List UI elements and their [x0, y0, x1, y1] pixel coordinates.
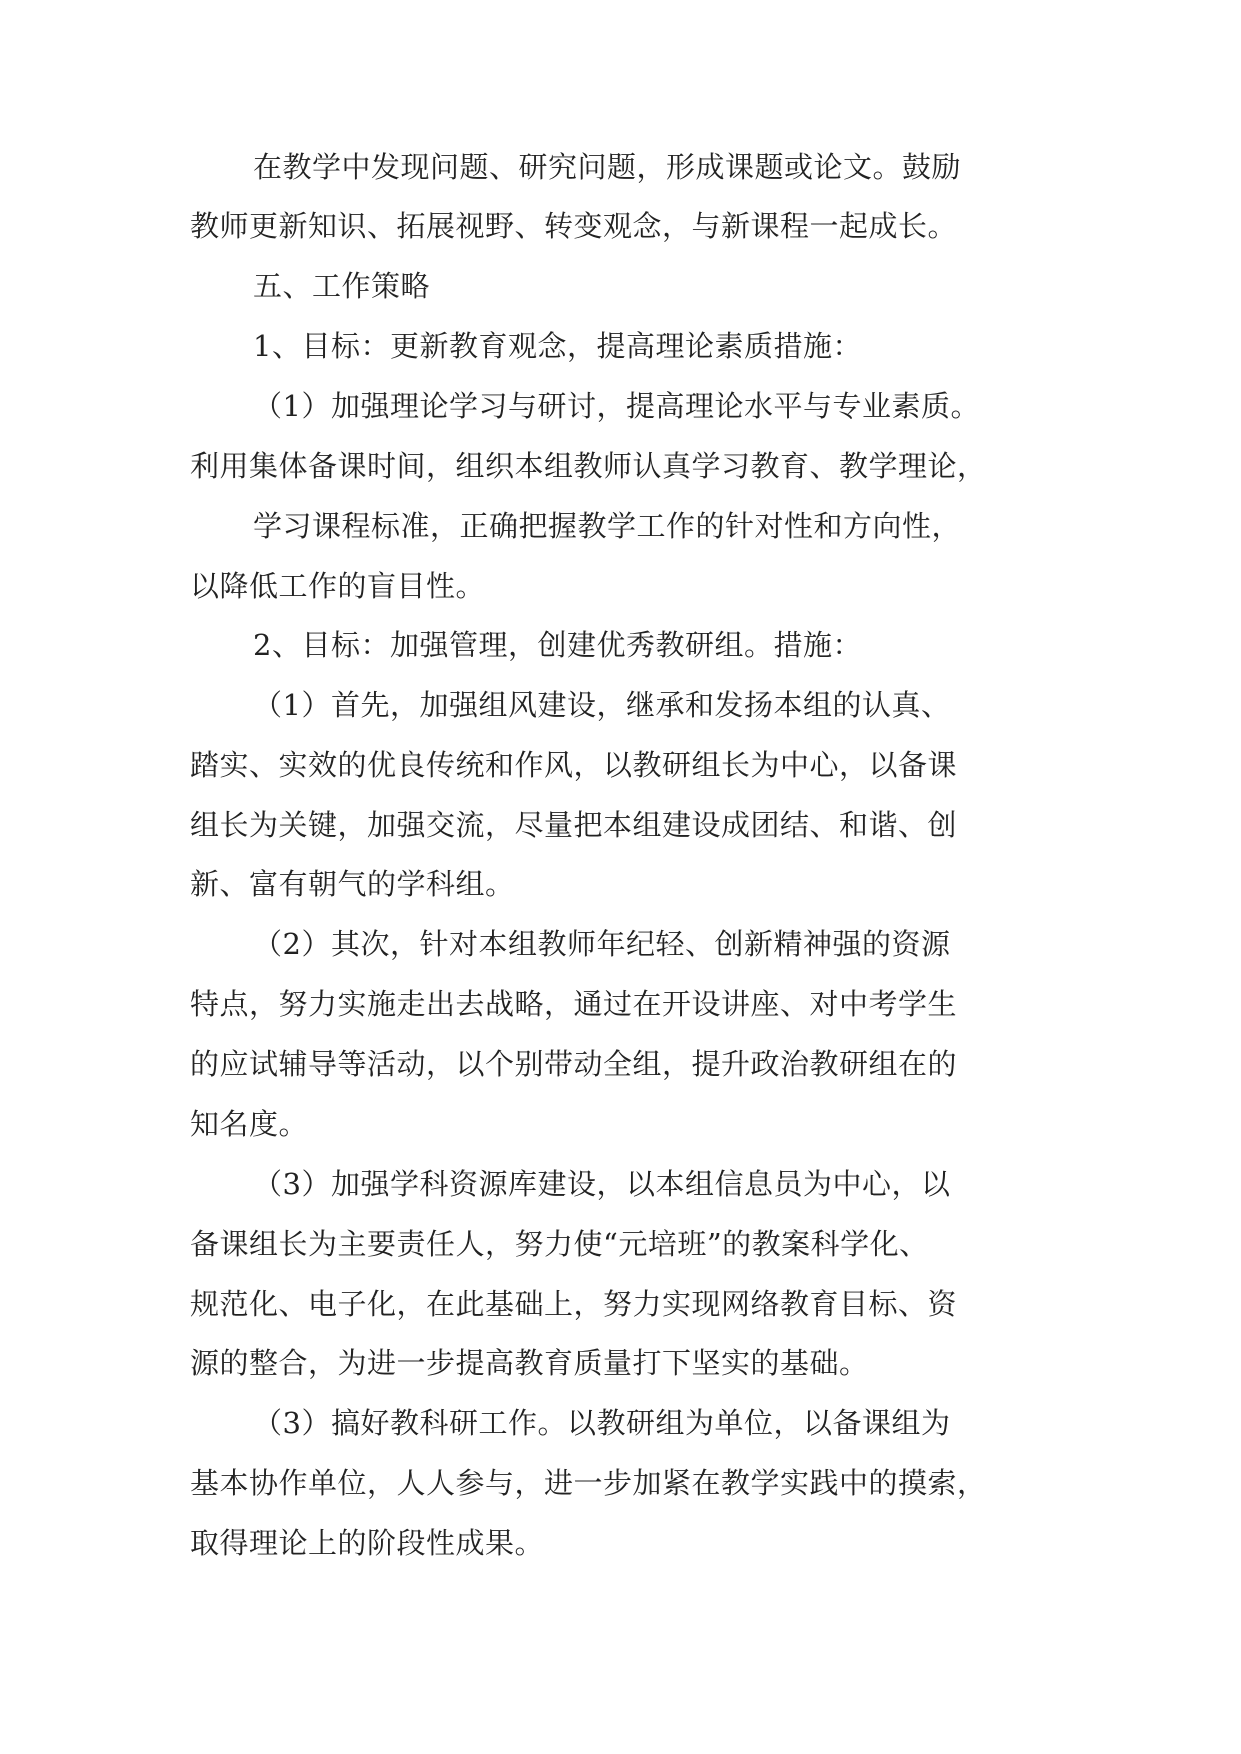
text-line: 备课组长为主要责任人，努力使“元培班”的教案科学化、	[190, 1227, 929, 1261]
text-line: （3）搞好教科研工作。以教研组为单位，以备课组为	[253, 1406, 951, 1440]
text-line: 2、目标：加强管理，创建优秀教研组。措施：	[253, 628, 862, 662]
text-line: 知名度。	[190, 1107, 309, 1141]
section-heading: 五、工作策略	[253, 269, 431, 303]
text-line: 学习课程标准，正确把握教学工作的针对性和方向性，	[253, 509, 962, 543]
text-line: 的应试辅导等活动，以个别带动全组，提升政治教研组在的	[190, 1047, 958, 1081]
text-line: 组长为关键，加强交流，尽量把本组建设成团结、和谐、创	[190, 808, 958, 842]
text-line: 1、目标：更新教育观念，提高理论素质措施：	[253, 329, 862, 363]
text-line: 取得理论上的阶段性成果。	[190, 1526, 545, 1560]
text-line: （1）加强理论学习与研讨，提高理论水平与专业素质。	[253, 389, 980, 423]
text-line: 源的整合，为进一步提高教育质量打下坚实的基础。	[190, 1346, 869, 1380]
text-line: 以降低工作的盲目性。	[190, 569, 486, 603]
text-line: （2）其次，针对本组教师年纪轻、创新精神强的资源	[253, 927, 951, 961]
text-line: 教师更新知识、拓展视野、转变观念，与新课程一起成长。	[190, 209, 958, 243]
text-line: 新、富有朝气的学科组。	[190, 867, 515, 901]
text-line: 利用集体备课时间，组织本组教师认真学习教育、教学理论，	[190, 449, 987, 483]
text-line: 规范化、电子化，在此基础上，努力实现网络教育目标、资	[190, 1287, 958, 1321]
text-line: （1）首先，加强组风建设，继承和发扬本组的认真、	[253, 688, 951, 722]
text-line: 特点，努力实施走出去战略，通过在开设讲座、对中考学生	[190, 987, 958, 1021]
text-line: 踏实、实效的优良传统和作风，以教研组长为中心，以备课	[190, 748, 958, 782]
text-line: （3）加强学科资源库建设，以本组信息员为中心，以	[253, 1167, 951, 1201]
text-line: 基本协作单位，人人参与，进一步加紧在教学实践中的摸索，	[190, 1466, 987, 1500]
text-line: 在教学中发现问题、研究问题，形成课题或论文。鼓励	[253, 150, 962, 184]
